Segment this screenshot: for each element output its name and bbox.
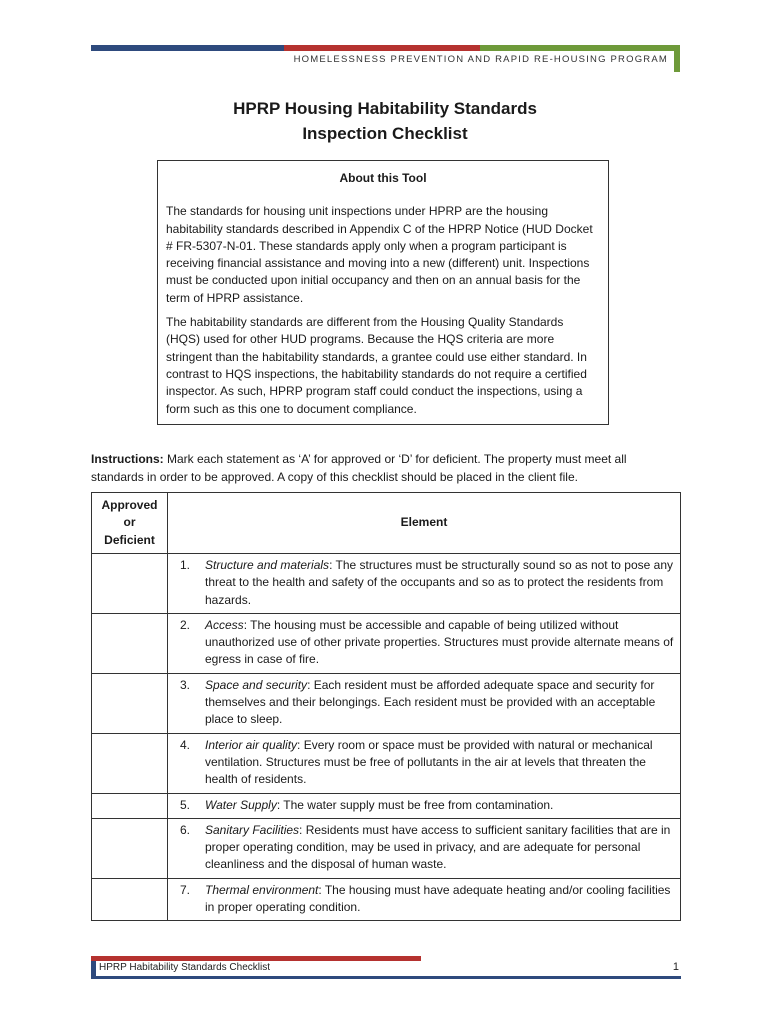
table-row — [92, 818, 681, 878]
approved-deficient-header — [92, 493, 168, 554]
instructions — [91, 451, 681, 486]
item-number: 1. — [180, 558, 191, 572]
title-line-2: Inspection Checklist — [302, 124, 468, 143]
header-bar — [91, 45, 680, 72]
item-term: Interior air quality — [205, 737, 298, 752]
element-cell — [168, 878, 681, 921]
element-cell — [168, 818, 681, 878]
table-row — [92, 673, 681, 733]
approval-cell-7[interactable] — [92, 878, 168, 921]
table-row — [92, 613, 681, 673]
instructions-label: Instructions: — [91, 452, 164, 466]
item-text: : The structures must be structurally sound so as not to pose any threat to the health and safety of the occupants and so as to protect the residents from hazards. — [205, 558, 674, 607]
header-red-stripe — [284, 45, 480, 51]
item-term: Access — [205, 617, 244, 632]
item-term: Sanitary Facilities — [205, 822, 300, 837]
about-paragraph-2: The habitability standards are different from the Housing Quality Standards (HQS) used for other HUD programs. Because the HQS criteria are more stringent than the habitability standards, a grantee could use either standard. In contrast to HQS inspections, the habitability standards do not require a certified inspector. As such, HPRP program staff could conduct the inspections, using a form such as this one to document compliance. — [166, 315, 587, 416]
about-paragraph-1: The standards for housing unit inspections under HPRP are the housing habitability standards described in Appendix C of the HPRP Notice (HUD Docket # FR-5307-N-01. These standards apply only when a program participant is receiving financial assistance and moving into a new (different) unit. Inspections must be conducted upon initial occupancy and then on an annual basis for the term of HPRP assistance. — [166, 204, 593, 305]
page-number: 1 — [672, 961, 679, 973]
checklist-table — [91, 492, 681, 921]
element-cell — [168, 793, 681, 818]
item-text: : Residents must have access to sufficient sanitary facilities that are in proper operating condition, may be used in privacy, and are adequate for personal cleanliness and the disposal of human waste. — [205, 822, 671, 872]
element-cell — [168, 554, 681, 614]
table-row — [92, 793, 681, 818]
approval-cell-6[interactable] — [92, 818, 168, 878]
approval-cell-5[interactable] — [92, 793, 168, 818]
element-header: Element — [168, 493, 681, 554]
table-row — [92, 733, 681, 793]
instructions-text: Mark each statement as ‘A’ for approved or ‘D’ for deficient. The property must meet all standards in order to be approved. A copy of this checklist should be placed in the client file. — [91, 452, 627, 484]
item-number: 4. — [180, 737, 191, 752]
page-title — [0, 96, 770, 146]
item-term: Thermal environment — [205, 882, 319, 897]
item-term: Structure and materials — [205, 558, 330, 572]
title-line-1: HPRP Housing Habitability Standards — [233, 99, 537, 118]
table-row — [92, 878, 681, 921]
item-text: : The water supply must be free from contamination. — [276, 797, 554, 812]
item-term: Water Supply — [205, 797, 277, 812]
header-blue-stripe — [91, 45, 284, 51]
item-number: 5. — [180, 797, 191, 812]
header-or: or — [123, 515, 136, 530]
approval-cell-2[interactable] — [92, 613, 168, 673]
item-text: : The housing must be accessible and capable of being utilized without unauthorized use of other private properties. Structures must provide alternate means of egress in case of fire. — [205, 617, 674, 667]
item-number: 7. — [180, 882, 191, 897]
item-number: 3. — [180, 677, 191, 692]
table-row — [92, 554, 681, 614]
header-green-edge — [674, 45, 680, 72]
about-box — [157, 160, 609, 425]
footer-blue-rule — [91, 976, 681, 979]
item-number: 6. — [180, 822, 191, 837]
item-term: Space and security — [205, 677, 308, 692]
element-cell — [168, 613, 681, 673]
item-text: : Every room or space must be provided with natural or mechanical ventilation. Structures must be free of pollutants in the air at levels that threaten the health of residents. — [205, 737, 653, 787]
header-deficient: Deficient — [104, 532, 155, 547]
item-text: : Each resident must be afforded adequate space and security for themselves and their belongings. Each resident must be provided with an acceptable place to sleep. — [205, 677, 656, 727]
about-heading: About this Tool — [339, 171, 427, 185]
program-label: HOMELESSNESS PREVENTION AND RAPID RE-HOUSING PROGRAM — [293, 54, 668, 65]
element-cell — [168, 733, 681, 793]
approval-cell-4[interactable] — [92, 733, 168, 793]
item-text: : The housing must have adequate heating and/or cooling facilities in proper operating condition. — [205, 882, 671, 915]
footer-title: HPRP Habitability Standards Checklist — [99, 962, 271, 973]
table-header-row — [92, 493, 681, 554]
page-footer — [91, 956, 681, 978]
item-number: 2. — [180, 617, 191, 632]
footer-red-stripe — [91, 956, 421, 961]
element-cell — [168, 673, 681, 733]
approval-cell-3[interactable] — [92, 673, 168, 733]
approval-cell-1[interactable] — [92, 554, 168, 614]
header-green-stripe — [480, 45, 680, 51]
header-approved: Approved — [101, 497, 158, 512]
